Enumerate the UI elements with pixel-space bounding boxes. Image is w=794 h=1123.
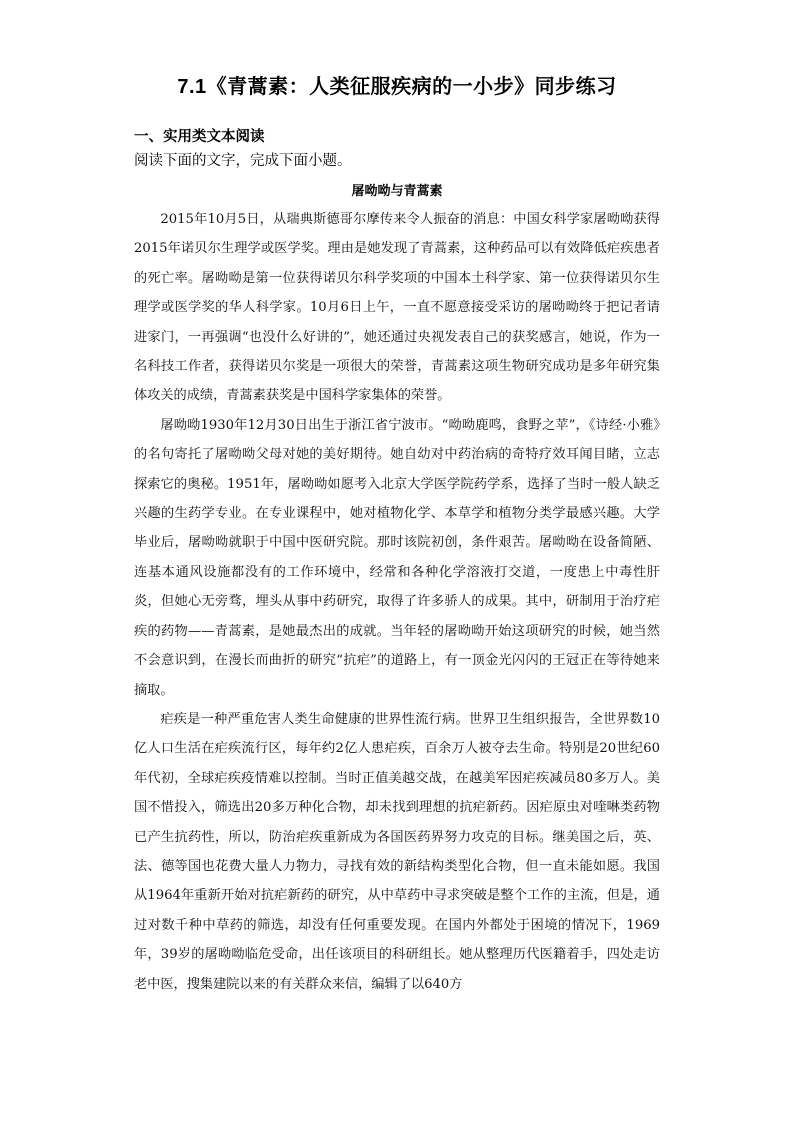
- document-title: 7.1《青蒿素：人类征服疾病的一小步》同步练习: [177, 76, 617, 98]
- section-heading: 一、实用类文本阅读: [134, 129, 265, 145]
- article-body: [134, 205, 660, 999]
- article-title: 屠呦呦与青蒿素: [351, 184, 443, 199]
- article-paragraph: 2015年10月5日，从瑞典斯德哥尔摩传来令人振奋的消息：中国女科学家屠呦呦获得2015年诺贝尔生理学或医学奖。理由是她发现了青蒿素，这种药品可以有效降低疟疾患者的死亡率。屠呦呦是第一位获得诺贝尔科学奖项的中国本土科学家、第一位获得诺贝尔生理学或医学奖的华人科学家。10月6日上午，一直不愿意接受采访的屠呦呦终于把记者请进家门，一再强调“也没什么好讲的”，她还通过央视发表自己的获奖感言，她说，作为一名科技工作者，获得诺贝尔奖是一项很大的荣誉，青蒿素这项生物研究成功是多年研究集体攻关的成绩，青蒿素获奖是中国科学家集体的荣誉。: [134, 212, 660, 404]
- article-paragraph: 屠呦呦1930年12月30日出生于浙江省宁波市。“呦呦鹿鸣，食野之苹”，《诗经·小雅》的名句寄托了屠呦呦父母对她的美好期待。她自幼对中药治病的奇特疗效耳闻目睹，立志探索它的奥秘。1951年，屠呦呦如愿考入北京大学医学院药学系，选择了当时一般人缺乏兴趣的生药学专业。在专业课程中，她对植物化学、本草学和植物分类学最感兴趣。大学毕业后，屠呦呦就职于中国中医研究院。那时该院初创，条件艰苦。屠呦呦在设备简陋、连基本通风设施都没有的工作环境中，经常和各种化学溶液打交道，一度患上中毒性肝炎，但她心无旁骛，埋头从事中药研究，取得了许多骄人的成果。其中，研制用于治疗疟疾的药物——青蒿素，是她最杰出的成就。当年轻的屠呦呦开始这项研究的时候，她当然不会意识到，在漫长而曲折的研究“抗疟”的道路上，有一顶金光闪闪的王冠正在等待她来摘取。: [134, 417, 660, 698]
- reading-instruction: 阅读下面的文字，完成下面小题。: [134, 153, 352, 169]
- article-paragraph: 疟疾是一种严重危害人类生命健康的世界性流行病。世界卫生组织报告，全世界数10亿人口生活在疟疾流行区，每年约2亿人患疟疾，百余万人被夺去生命。特别是20世纪60年代初，全球疟疾疫情难以控制。当时正值美越交战，在越美军因疟疾减员80多万人。美国不惜投入，筛选出20多万种化合物，却未找到理想的抗疟新药。因疟原虫对喹啉类药物已产生抗药性，所以，防治疟疾重新成为各国医药界努力攻克的目标。继美国之后，英、法、德等国也花费大量人力物力，寻找有效的新结构类型化合物，但一直未能如愿。我国从1964年重新开始对抗疟新药的研究，从中草药中寻求突破是整个工作的主流，但是，通过对数千种中草药的筛选，却没有任何重要发现。在国内外都处于困境的情况下，1969年，39岁的屠呦呦临危受命，出任该项目的科研组长。她从整理历代医籍着手，四处走访老中医，搜集建院以来的有关群众来信，编辑了以640方: [134, 711, 660, 992]
